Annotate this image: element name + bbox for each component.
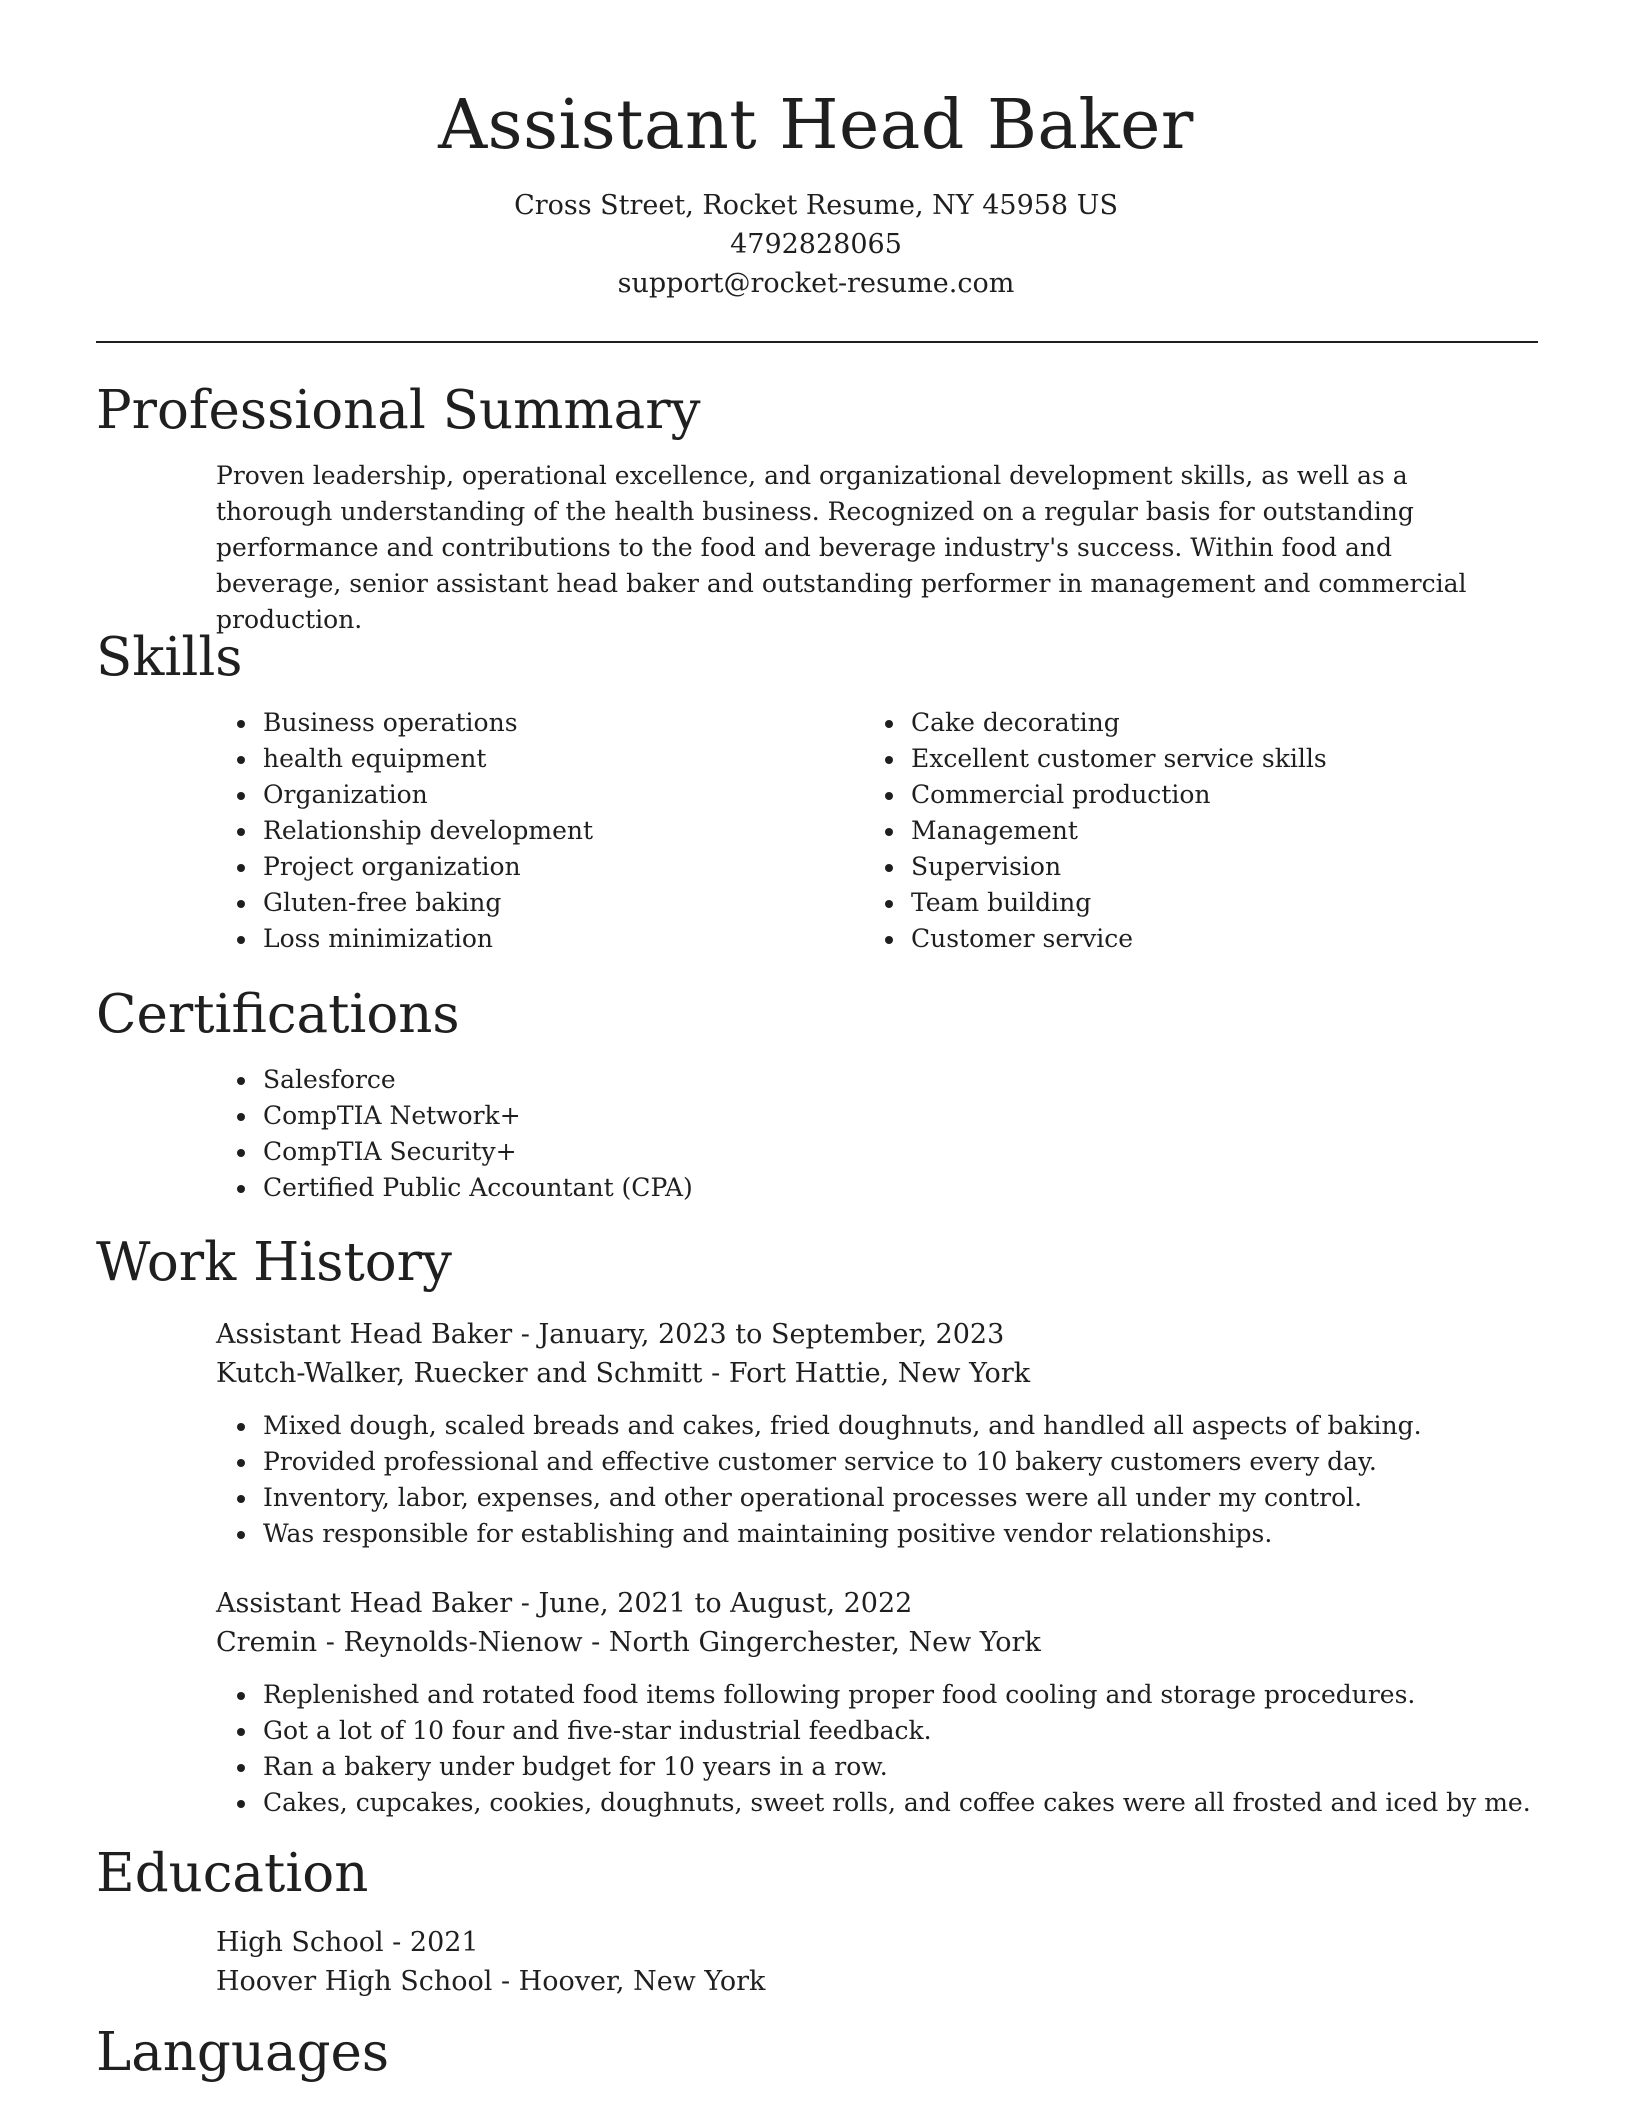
education-year: 2021 — [409, 1927, 479, 1958]
job-location: North Gingerchester, New York — [608, 1627, 1041, 1658]
job-company: Cremin - Reynolds-Nienow — [216, 1627, 583, 1658]
job-bullet: • Replenished and rotated food items following proper food cooling and storage procedures. — [259, 1677, 1559, 1713]
job-bullet: • Got a lot of 10 four and five-star industrial feedback. — [259, 1713, 1559, 1749]
job-dates: June, 2021 to August, 2022 — [538, 1588, 913, 1619]
skill-item: • Commercial production — [907, 777, 1527, 813]
job-bullet: • Inventory, labor, expenses, and other operational processes were all under my control. — [259, 1480, 1559, 1516]
education-heading: Education — [96, 1843, 369, 1904]
job-bullet: • Cakes, cupcakes, cookies, doughnuts, sweet rolls, and coffee cakes were all frosted and iced by me. — [259, 1785, 1559, 1821]
separator: - — [512, 1588, 539, 1619]
contact-address: Cross Street, Rocket Resume, NY 45958 US — [514, 190, 1118, 221]
separator: - — [582, 1627, 609, 1658]
job-bullets — [214, 1408, 1559, 1552]
job-dates: January, 2023 to September, 2023 — [538, 1319, 1005, 1350]
skill-item: • Business operations — [259, 705, 819, 741]
separator: - — [512, 1319, 539, 1350]
certifications-list — [214, 1062, 1459, 1206]
job-bullet: • Ran a bakery under budget for 10 years in a row. — [259, 1749, 1559, 1785]
education-location: Hoover, New York — [518, 1966, 766, 1997]
candidate-name: Assistant Head Baker — [438, 86, 1194, 165]
job-role: Assistant Head Baker — [216, 1319, 513, 1350]
job-title-line — [216, 1315, 1004, 1355]
certification-item: • Salesforce — [259, 1062, 1459, 1098]
skill-item: • Team building — [907, 885, 1527, 921]
job-company-line — [216, 1354, 1030, 1394]
skill-item: • Loss minimization — [259, 921, 819, 957]
languages-heading: Languages — [96, 2022, 390, 2083]
job-bullet: • Was responsible for establishing and maintaining positive vendor relationships. — [259, 1516, 1559, 1552]
education-school: Hoover High School — [216, 1966, 493, 1997]
job-company: Kutch-Walker, Ruecker and Schmitt — [216, 1358, 703, 1389]
contact-email: support@rocket-resume.com — [617, 268, 1015, 299]
job-title-line — [216, 1584, 912, 1624]
skills-list-right — [862, 705, 1527, 957]
job-bullets — [214, 1677, 1559, 1821]
skill-item: • Project organization — [259, 849, 819, 885]
skill-item: • Organization — [259, 777, 819, 813]
job-role: Assistant Head Baker — [216, 1588, 513, 1619]
education-degree-line — [216, 1923, 479, 1963]
skill-item: • Management — [907, 813, 1527, 849]
certification-item: • CompTIA Security+ — [259, 1134, 1459, 1170]
contact-phone: 4792828065 — [730, 229, 902, 260]
education-school-line — [216, 1962, 765, 2002]
job-bullet: • Mixed dough, scaled breads and cakes, fried doughnuts, and handled all aspects of baking. — [259, 1408, 1559, 1444]
summary-heading: Professional Summary — [96, 380, 701, 441]
skill-item: • Cake decorating — [907, 705, 1527, 741]
skill-item: • Excellent customer service skills — [907, 741, 1527, 777]
skill-item: • Relationship development — [259, 813, 819, 849]
certification-item: • CompTIA Network+ — [259, 1098, 1459, 1134]
certification-item: • Certified Public Accountant (CPA) — [259, 1170, 1459, 1206]
skill-item: • Customer service — [907, 921, 1527, 957]
header-divider — [96, 341, 1538, 343]
job-bullet: • Provided professional and effective customer service to 10 bakery customers every day. — [259, 1444, 1559, 1480]
education-degree: High School — [216, 1927, 384, 1958]
separator: - — [702, 1358, 729, 1389]
skill-item: • Supervision — [907, 849, 1527, 885]
work-history-heading: Work History — [96, 1232, 452, 1293]
skill-item: • health equipment — [259, 741, 819, 777]
skill-item: • Gluten-free baking — [259, 885, 819, 921]
separator: - — [383, 1927, 410, 1958]
skills-list-left — [214, 705, 819, 957]
job-location: Fort Hattie, New York — [728, 1358, 1031, 1389]
certifications-heading: Certifications — [96, 984, 460, 1045]
job-company-line — [216, 1623, 1041, 1663]
contact-block — [0, 186, 1632, 303]
summary-text: Proven leadership, operational excellence, and organizational development skills, as well as a thorough understanding of the health business. Recognized on a regular basis for outstanding performance and contributions to the food and beverage industry's success. Within food and beverage, senior assistant head baker and outstanding performer in management and commercial production. — [216, 461, 1467, 634]
resume-header — [0, 0, 1632, 303]
separator: - — [492, 1966, 519, 1997]
skills-heading: Skills — [96, 627, 243, 688]
